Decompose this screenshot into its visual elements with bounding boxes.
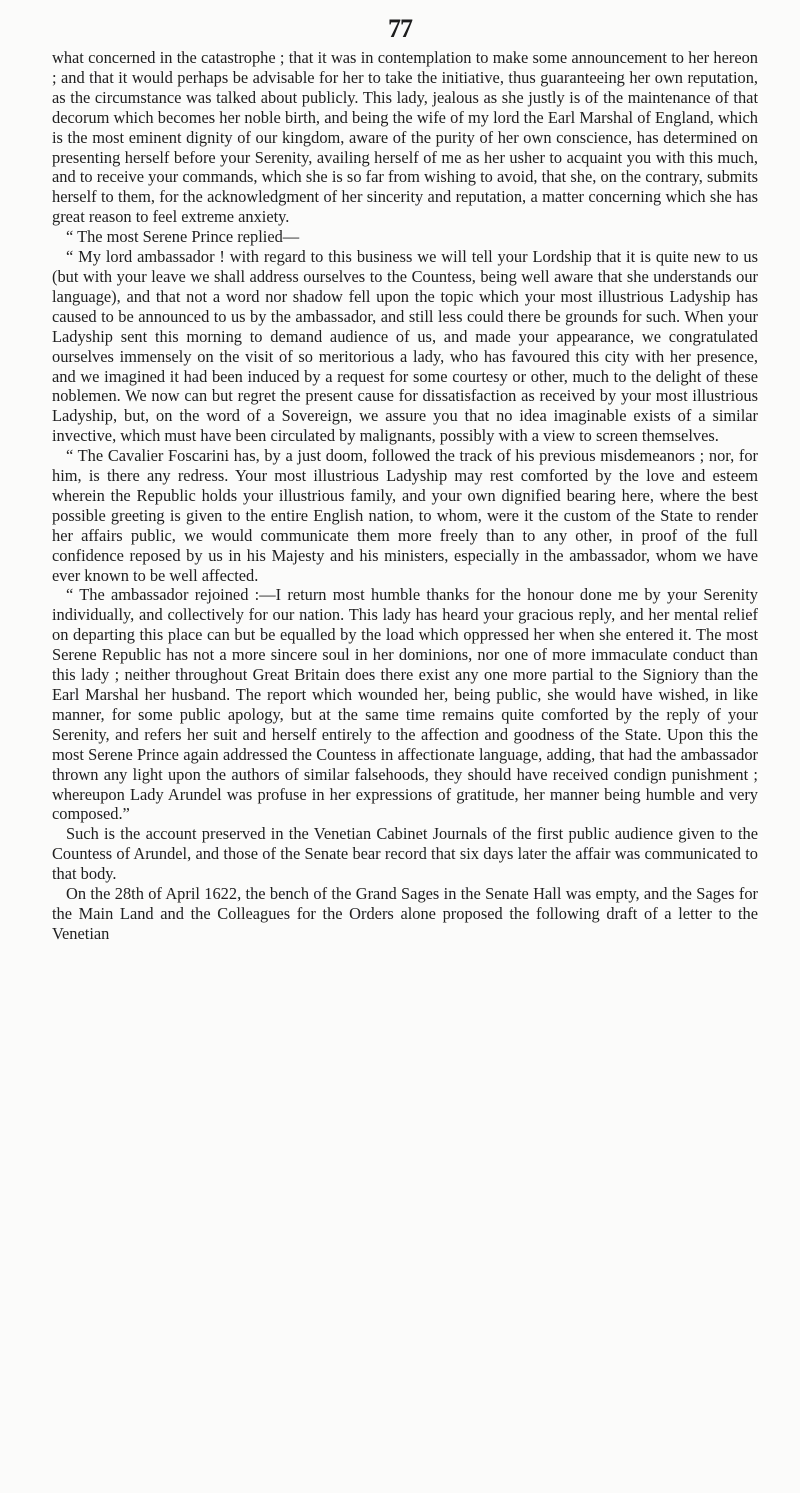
- paragraph-prince-replied: “ The most Serene Prince replied—: [66, 227, 300, 247]
- paragraph-april-1622: On the 28th of April 1622, the bench of the Grand Sages in the Senate Hall was empty, and the Sages for the Main Land and the Colleagues for the Orders alone proposed the following draft of a letter to the Venetian: [52, 884, 758, 943]
- paragraph-foscarini: “ The Cavalier Foscarini has, by a just doom, followed the track of his previous misdemeanors ; nor, for him, is there any redress. Your most illustrious Ladyship may rest comforted by the love and esteem wherein the Republic holds your illustrious family, and your own dignified bearing here, where the best possible greeting is given to the entire English nation, to whom, were it the custom of the State to render her affairs public, we would communicate them more freely than to any other, in proof of the full confidence reposed by us in his Majesty and his ministers, especially in the ambassador, whom we have ever known to be well affected.: [52, 446, 758, 585]
- page-text: [52, 48, 758, 944]
- paragraph-ambassador-rejoined: “ The ambassador rejoined :—I return most humble thanks for the honour done me by your Serenity individually, and collectively for our nation. This lady has heard your gracious reply, and her mental relief on departing this place can but be equalled by the load which oppressed her when she entered it. The most Serene Republic has not a more sincere soul in her dominions, nor one of more immaculate conduct than this lady ; neither throughout Great Britain does there exist any one more partial to the Signiory than the Earl Marshal her husband. The report which wounded her, being public, she would have wished, in like manner, for some public apology, but at the same time remains quite comforted by the reply of your Serenity, and refers her suit and herself entirely to the affection and goodness of the State. Upon this the most Serene Prince again addressed the Countess in affectionate language, adding, that had the ambassador thrown any light upon the authors of similar falsehoods, they should have received condign punishment ; whereupon Lady Arundel was profuse in her expressions of gratitude, her manner being humble and very composed.”: [52, 585, 758, 824]
- paragraph-continued: what concerned in the catastrophe ; that it was in contemplation to make some announcement to her hereon ; and that it would perhaps be advisable for her to take the initiative, thus guaranteeing her own reputation, as the circumstance was talked about publicly. This lady, jealous as she justly is of the maintenance of that decorum which becomes her noble birth, and being the wife of my lord the Earl Marshal of England, which is the most eminent dignity of our kingdom, aware of the purity of her own conscience, has determined on presenting herself before your Serenity, availing herself of me as her usher to acquaint you with this much, and to receive your commands, which she is so far from wishing to avoid, that she, on the contrary, submits herself to them, for the acknowledgment of her sincerity and reputation, a matter concerning which she has great reason to feel extreme anxiety.: [52, 48, 758, 227]
- page-number: 77: [388, 14, 412, 43]
- paragraph-account: Such is the account preserved in the Venetian Cabinet Journals of the first public audience given to the Countess of Arundel, and those of the Senate bear record that six days later the affair was communicated to that body.: [52, 824, 758, 884]
- paragraph-prince-speech: “ My lord ambassador ! with regard to this business we will tell your Lordship that it is quite new to us (but with your leave we shall address ourselves to the Countess, being well aware that she understands our language), and that not a word nor shadow fell upon the topic which your most illustrious Ladyship has caused to be announced to us by the ambassador, and still less could there be grounds for such. When your Ladyship sent this morning to demand audience of us, and made your appearance, we congratulated ourselves immensely on the visit of so meritorious a lady, who has favoured this city with her presence, and we imagined it had been induced by a request for some courtesy or other, much to the delight of these noblemen. We now can but regret the present cause for dissatisfaction as received by your most illustrious Ladyship, but, on the word of a Sovereign, we assure you that no idea imaginable exists of a similar invective, which must have been circulated by malignants, possibly with a view to screen themselves.: [52, 247, 758, 446]
